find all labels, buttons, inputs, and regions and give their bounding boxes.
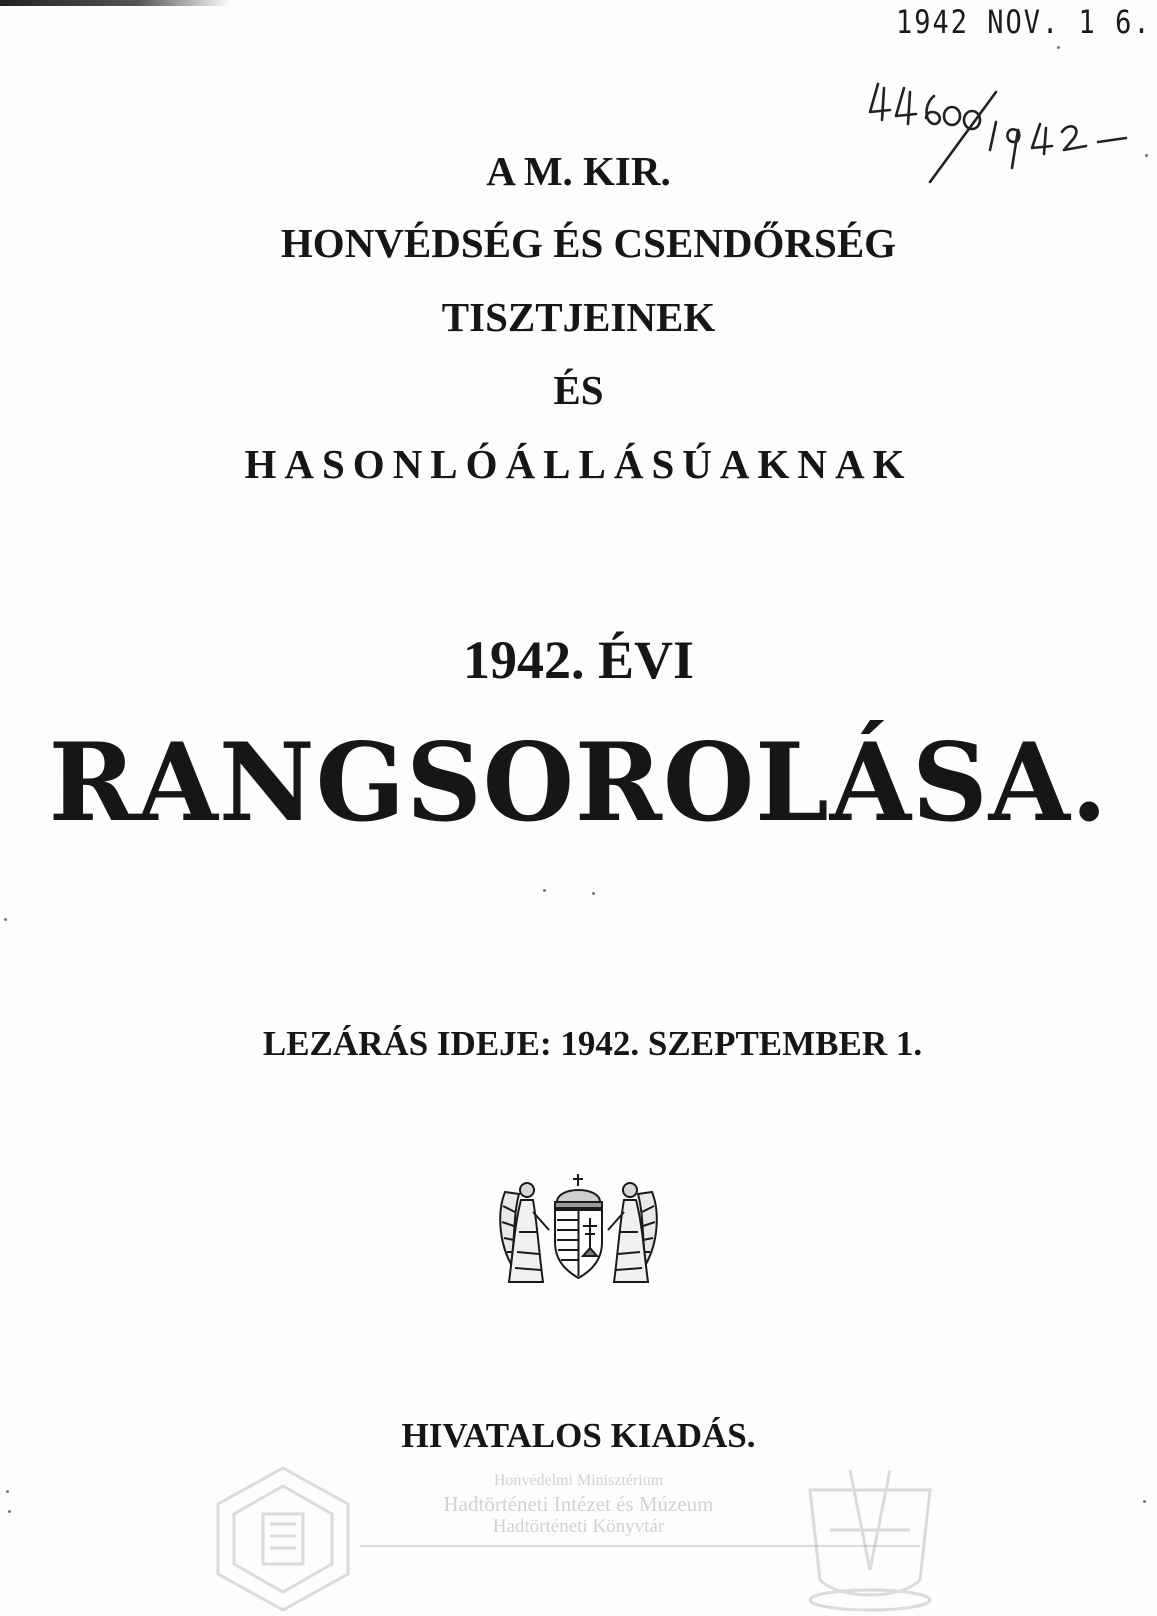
title-line-royal-hungarian: A M. KIR. [486,148,671,194]
main-title: RANGSOROLÁSA. [48,720,1109,846]
watermark-rule [360,1545,920,1547]
scan-edge [0,0,230,6]
watermark-institute: Hadtörténeti Intézet és Múzeum [443,1492,714,1516]
closing-date-line: LEZÁRÁS IDEJE: 1942. SZEPTEMBER 1. [262,1024,923,1063]
watermark-ministry: Honvédelmi Minisztérium [493,1472,664,1489]
hungarian-coat-of-arms-with-angels-icon [497,1172,660,1290]
watermark-library: Hadtörténeti Könyvtár [492,1516,665,1537]
title-line-and: ÉS [553,367,604,413]
title-line-army-gendarmerie: HONVÉDSÉG ÉS CSENDŐRSÉG [280,220,897,266]
year-heading: 1942. ÉVI [462,630,695,690]
title-line-officers: TISZTJEINEK [441,294,716,340]
official-edition-label: HIVATALOS KIADÁS. [401,1416,756,1455]
received-date-stamp: 1942 NOV. 1 6. [896,4,1152,42]
title-line-equivalent-ranks: HASONLÓÁLLÁSÚAKNAK [244,441,913,487]
